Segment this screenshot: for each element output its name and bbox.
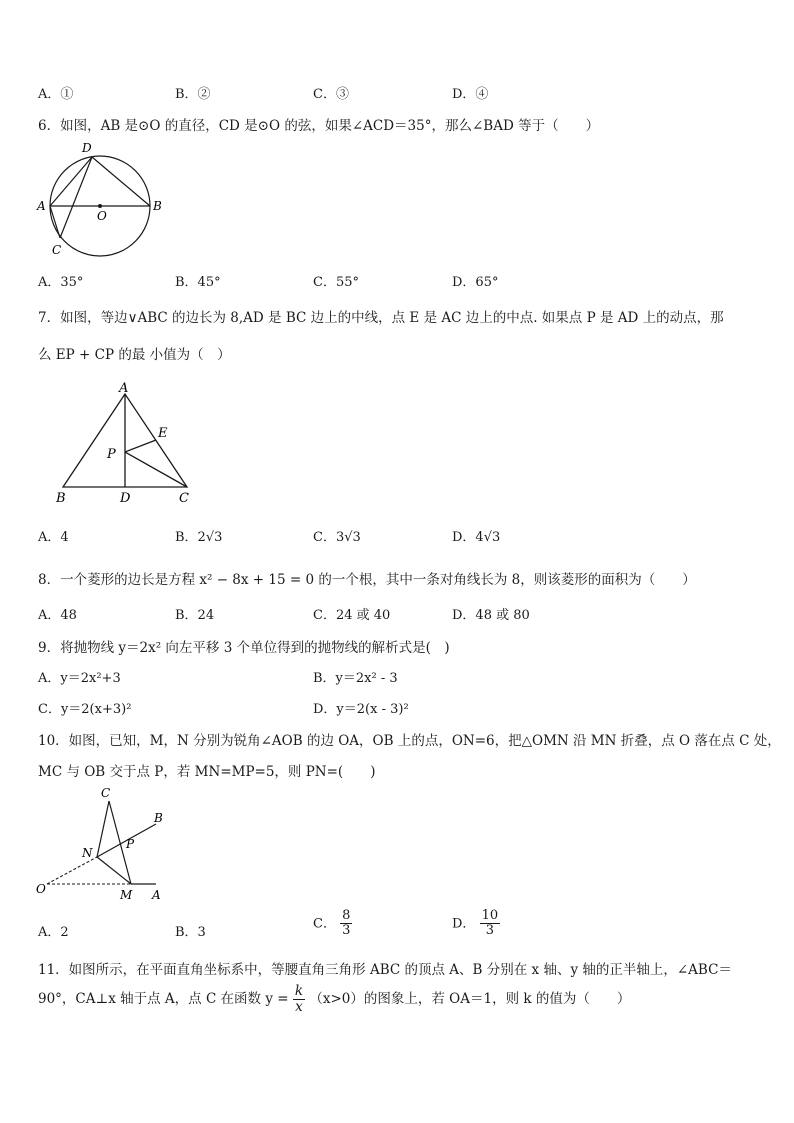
q10-label-p: P xyxy=(126,837,135,851)
q6-circle-diagram xyxy=(34,138,166,260)
q11-fraction-denominator: x xyxy=(295,998,303,1015)
q11-fraction xyxy=(293,984,305,1015)
q8-option-d: D．48 或 80 xyxy=(452,608,530,623)
q5-option-b: B．② xyxy=(175,87,211,102)
q10-option-a: A．2 xyxy=(38,925,69,940)
q8-option-a: A．48 xyxy=(38,608,77,623)
q10-option-d-prefix: D． xyxy=(452,916,476,932)
q6-label-b: B xyxy=(153,199,162,213)
q10-text-line1: 10．如图，已知，M，N 分别为锐角∠AOB 的边 OA，OB 上的点，ON=6，把△OMN 沿 MN 折叠，点 O 落在点 C 处， xyxy=(38,733,781,749)
q7-label-b: B xyxy=(56,491,66,506)
q7-label-e: E xyxy=(158,426,168,441)
q10-option-d-denominator: 3 xyxy=(485,923,494,939)
q8-text: 8．一个菱形的边长是方程 x² − 8x + 15 = 0 的一个根，其中一条对角线长为 8，则该菱形的面积为（ ） xyxy=(38,572,696,588)
q6-text: 6．如图，AB 是⊙O 的直径，CD 是⊙O 的弦，如果∠ACD＝35°，那么∠BAD 等于（ ） xyxy=(38,118,600,134)
q6-option-c: C．55° xyxy=(313,275,359,290)
q7-option-b: B．2√3 xyxy=(175,530,223,545)
q9-option-d: D．y＝2(x - 3)² xyxy=(313,702,409,717)
q10-label-b: B xyxy=(154,811,163,825)
q7-text-line2: 么 EP + CP 的最 小值为（ ） xyxy=(38,347,231,363)
q7-option-a: A．4 xyxy=(38,530,69,545)
q10-option-c-prefix: C． xyxy=(313,916,336,932)
q6-label-c: C xyxy=(52,243,62,257)
q10-option-d-fraction xyxy=(480,909,501,939)
q10-option-d-numerator: 10 xyxy=(481,908,499,923)
q11-text-line2-a: 90°，CA⊥x 轴于点 A，点 C 在函数 y = xyxy=(38,990,289,1007)
q8-option-b: B．24 xyxy=(175,608,215,623)
q5-option-d: D．④ xyxy=(452,87,489,102)
q10-option-c xyxy=(313,909,352,939)
q5-option-c: C．③ xyxy=(313,87,349,102)
q7-option-c: C．3√3 xyxy=(313,530,361,545)
q10-option-c-numerator: 8 xyxy=(342,908,351,923)
q7-label-d: D xyxy=(120,491,131,506)
q7-text-line1: 7．如图，等边∨ABC 的边长为 8,AD 是 BC 边上的中线，点 E 是 AC 边上的中点. 如果点 P 是 AD 上的动点，那 xyxy=(38,310,724,326)
q9-option-a: A．y＝2x²+3 xyxy=(38,671,121,686)
q6-option-b: B．45° xyxy=(175,275,221,290)
q10-label-m: M xyxy=(120,888,133,902)
q7-triangle-diagram xyxy=(50,378,210,506)
q11-text-line2-b: （x>0）的图象上，若 OA＝1，则 k 的值为（ ） xyxy=(309,990,631,1007)
q6-label-d: D xyxy=(82,141,92,155)
q10-text-line2: MC 与 OB 交于点 P，若 MN=MP=5，则 PN=( ) xyxy=(38,764,376,780)
q6-label-a: A xyxy=(37,199,46,213)
q11-text-line2 xyxy=(38,984,630,1015)
q7-label-p: P xyxy=(107,447,116,462)
q5-option-a: A．① xyxy=(38,87,74,102)
q8-option-c: C．24 或 40 xyxy=(313,608,391,623)
q10-option-d xyxy=(452,909,500,939)
q6-label-o: O xyxy=(97,209,107,223)
q9-text: 9．将抛物线 y＝2x² 向左平移 3 个单位得到的抛物线的解析式是( ) xyxy=(38,640,450,656)
q10-label-c: C xyxy=(101,786,111,800)
q11-text-line1: 11．如图所示，在平面直角坐标系中，等腰直角三角形 ABC 的顶点 A、B 分别在 x 轴、y 轴的正半轴上，∠ABC＝ xyxy=(38,962,732,978)
q11-fraction-numerator: k xyxy=(294,983,304,999)
q7-option-d: D．4√3 xyxy=(452,530,501,545)
q10-label-a: A xyxy=(152,888,161,902)
q10-fold-diagram xyxy=(34,785,174,905)
q7-label-c: C xyxy=(179,491,189,506)
q6-option-a: A．35° xyxy=(38,275,84,290)
q9-option-b: B．y＝2x² - 3 xyxy=(313,671,398,686)
q6-option-d: D．65° xyxy=(452,275,499,290)
q10-label-n: N xyxy=(82,846,93,860)
q9-option-c: C．y＝2(x+3)² xyxy=(38,702,132,717)
q10-option-b: B．3 xyxy=(175,925,206,940)
q10-option-c-fraction xyxy=(340,909,352,939)
q7-label-a: A xyxy=(119,381,129,396)
q10-option-c-denominator: 3 xyxy=(342,923,351,939)
q10-label-o: O xyxy=(36,882,46,896)
